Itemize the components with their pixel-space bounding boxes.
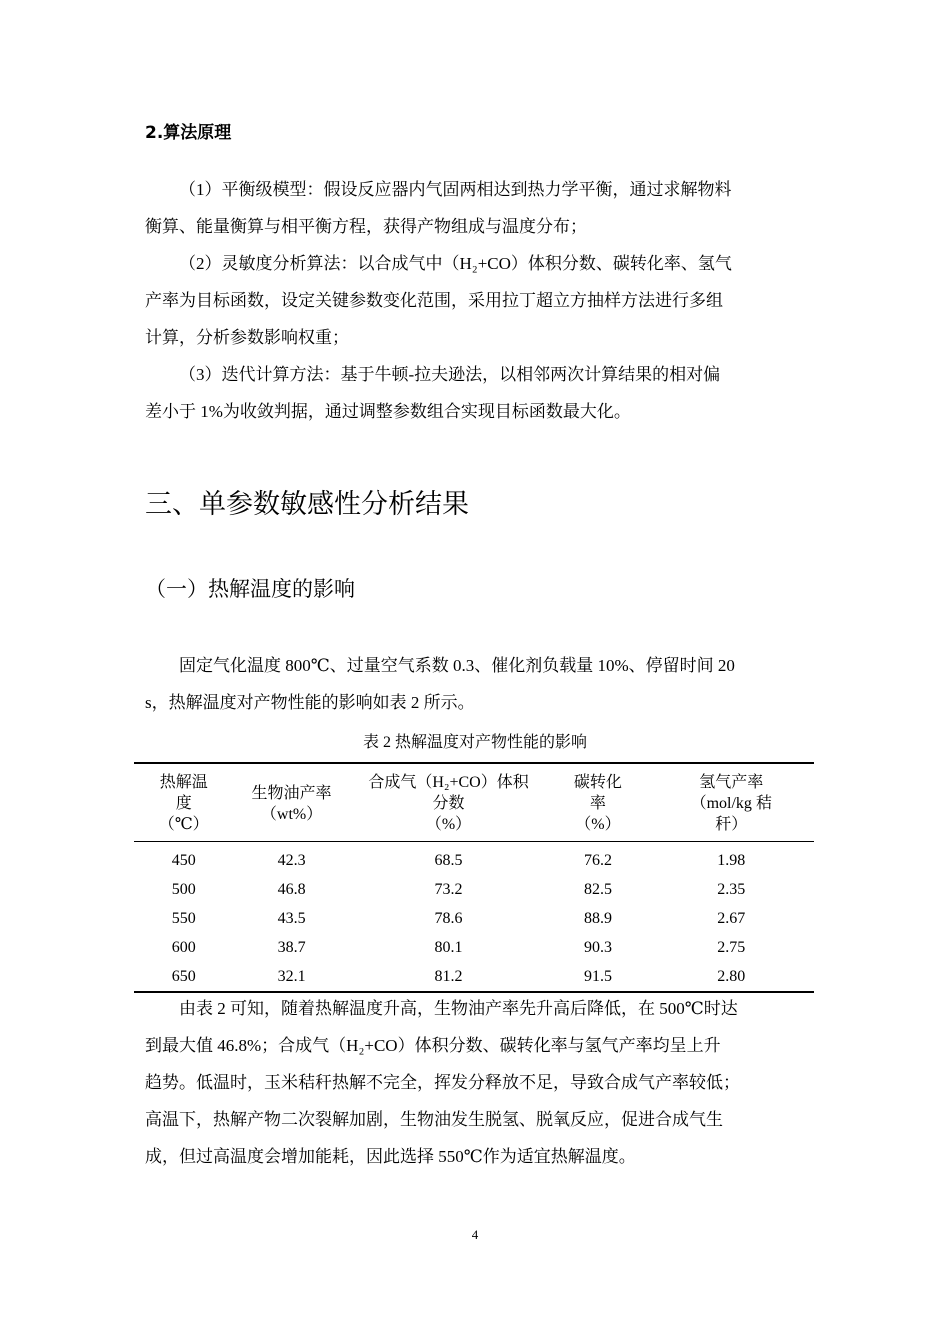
table-cell: 650 — [171, 967, 196, 985]
table-cell: 81.2 — [434, 967, 463, 985]
result-paragraph — [145, 990, 815, 1175]
table-cell: 80.1 — [434, 938, 463, 956]
table-cell: 68.5 — [434, 851, 463, 869]
table-cell: 2.80 — [717, 967, 746, 985]
table-row — [134, 904, 814, 933]
table-row — [134, 842, 814, 876]
table-caption: 表 2 热解温度对产物性能的影响 — [362, 734, 587, 751]
table-cell: 2.35 — [717, 880, 746, 898]
table-row — [134, 962, 814, 992]
text-line: （2）灵敏度分析算法：以合成气中（H₂+CO）体积分数、碳转化率、氢气 — [179, 254, 732, 273]
algorithm-item-1 — [145, 171, 815, 245]
table-cell: 600 — [171, 938, 196, 956]
subsection-title: （一）热解温度的影响 — [145, 577, 355, 601]
table-cell: 46.8 — [277, 880, 306, 898]
intro-paragraph — [145, 647, 815, 721]
header-syngas-fraction: 合成气（H₂+CO）体积 分数 （%） — [350, 763, 548, 842]
header-carbon-conversion: 碳转化 率 （%） — [547, 763, 648, 842]
header-pyrolysis-temp: 热解温 度 （℃） — [134, 763, 233, 842]
table-cell: 38.7 — [277, 938, 306, 956]
table-cell: 2.75 — [717, 938, 746, 956]
table-cell: 78.6 — [434, 909, 463, 927]
text-line: 固定气化温度 800℃、过量空气系数 0.3、催化剂负载量 10%、停留时间 20 — [179, 656, 735, 675]
table-header-row — [134, 763, 814, 842]
section-heading: 2.算法原理 — [145, 123, 232, 143]
text-line: 由表 2 可知，随着热解温度升高，生物油产率先升高后降低，在 500℃时达 — [179, 999, 738, 1018]
table-cell: 1.98 — [717, 851, 746, 869]
table-cell: 42.3 — [277, 851, 306, 869]
table-cell: 2.67 — [717, 909, 746, 927]
table-cell: 550 — [171, 909, 196, 927]
table-cell: 91.5 — [583, 967, 612, 985]
text-line: 到最大值 46.8%；合成气（H₂+CO）体积分数、碳转化率与氢气产率均呈上升 — [145, 1036, 721, 1055]
text-line: 衡算、能量衡算与相平衡方程，获得产物组成与温度分布； — [145, 217, 587, 236]
text-line: 成，但过高温度会增加能耗，因此选择 550℃作为适宜热解温度。 — [145, 1147, 636, 1166]
header-bio-oil-yield: 生物油产率 （wt%） — [233, 763, 349, 842]
header-hydrogen-yield: 氢气产率 （mol/kg 秸 秆） — [649, 763, 815, 842]
text-line: （3）迭代计算方法：基于牛顿-拉夫逊法，以相邻两次计算结果的相对偏 — [179, 365, 721, 384]
table-cell: 73.2 — [434, 880, 463, 898]
page-number: 4 — [471, 1227, 479, 1242]
text-line: 高温下，热解产物二次裂解加剧，生物油发生脱氢、脱氧反应，促进合成气生 — [145, 1110, 723, 1129]
results-table — [134, 762, 814, 993]
table-cell: 450 — [171, 851, 196, 869]
table-cell: 43.5 — [277, 909, 306, 927]
table-cell: 88.9 — [583, 909, 612, 927]
table-cell: 76.2 — [583, 851, 612, 869]
table-cell: 82.5 — [583, 880, 612, 898]
text-line: 产率为目标函数，设定关键参数变化范围，采用拉丁超立方抽样方法进行多组 — [145, 291, 723, 310]
text-line: s，热解温度对产物性能的影响如表 2 所示。 — [145, 693, 475, 712]
table-row — [134, 875, 814, 904]
algorithm-item-3 — [145, 356, 815, 430]
text-line: 计算，分析参数影响权重； — [145, 328, 349, 347]
table-cell: 90.3 — [583, 938, 612, 956]
algorithm-item-2 — [145, 245, 815, 356]
chapter-title: 三、单参数敏感性分析结果 — [145, 489, 469, 520]
table-cell: 500 — [171, 880, 196, 898]
text-line: 差小于 1%为收敛判据，通过调整参数组合实现目标函数最大化。 — [145, 402, 631, 421]
table-cell: 32.1 — [277, 967, 306, 985]
text-line: 趋势。低温时，玉米秸秆热解不完全，挥发分释放不足，导致合成气产率较低； — [145, 1073, 740, 1092]
table-row — [134, 933, 814, 962]
text-line: （1）平衡级模型：假设反应器内气固两相达到热力学平衡，通过求解物料 — [179, 180, 732, 199]
